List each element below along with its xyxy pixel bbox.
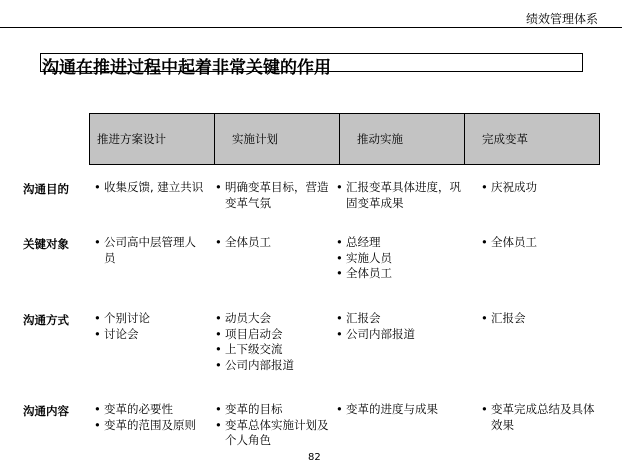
cell-method-design <box>94 311 206 342</box>
cell-content-design <box>94 402 202 433</box>
header-title: 绩效管理体系 <box>525 12 598 26</box>
column-header-implement <box>339 113 465 165</box>
cell-audience-complete <box>481 235 601 251</box>
list-item: • 收集反馈, 建立共识 <box>94 180 206 196</box>
slide-title: 沟通在推进过程中起着非常关键的作用 <box>42 58 331 78</box>
cell-method-complete <box>481 311 601 327</box>
cell-method-plan <box>215 311 333 373</box>
list-item: • 变革的进度与成果 <box>336 402 466 418</box>
cell-purpose-implement <box>336 180 466 211</box>
list-item: • 公司内部报道 <box>336 327 466 343</box>
row-label-content: 沟通内容 <box>23 404 69 418</box>
list-item: • 变革的范围及原则 <box>94 418 202 434</box>
list-item: • 讨论会 <box>94 327 206 343</box>
cell-method-implement <box>336 311 466 342</box>
list-item: • 全体员工 <box>215 235 333 251</box>
list-item: • 汇报变革具体进度，巩固变革成果 <box>336 180 466 211</box>
row-label-method: 沟通方式 <box>23 313 69 327</box>
column-header-plan <box>214 113 340 165</box>
cell-purpose-design <box>94 180 206 196</box>
list-item: • 汇报会 <box>336 311 466 327</box>
column-header-complete <box>464 113 600 165</box>
cell-audience-design <box>94 235 200 266</box>
cell-content-implement <box>336 402 466 418</box>
slide-title-box <box>40 53 583 78</box>
cell-purpose-complete <box>481 180 601 196</box>
cell-purpose-plan <box>215 180 333 211</box>
row-label-purpose: 沟通目的 <box>23 182 69 196</box>
list-item: • 变革的必要性 <box>94 402 202 418</box>
list-item: • 上下级交流 <box>215 342 333 358</box>
header-divider <box>0 27 622 28</box>
list-item: • 明确变革目标，营造变革气氛 <box>215 180 333 211</box>
column-header-label: 推动实施 <box>357 132 403 146</box>
cell-audience-plan <box>215 235 333 251</box>
list-item: • 动员大会 <box>215 311 333 327</box>
list-item: • 全体员工 <box>336 266 466 282</box>
cell-content-plan <box>215 402 333 449</box>
cell-audience-implement <box>336 235 466 282</box>
list-item: • 实施人员 <box>336 251 466 267</box>
list-item: • 总经理 <box>336 235 466 251</box>
column-header-label: 完成变革 <box>482 132 528 146</box>
list-item: • 汇报会 <box>481 311 601 327</box>
list-item: • 公司内部报道 <box>215 358 333 374</box>
list-item: • 变革完成总结及具体效果 <box>481 402 601 433</box>
list-item: • 变革的目标 <box>215 402 333 418</box>
list-item: • 公司高中层管理人员 <box>94 235 200 266</box>
column-header-label: 推进方案设计 <box>97 132 166 146</box>
list-item: • 庆祝成功 <box>481 180 601 196</box>
page-number: 82 <box>308 452 321 463</box>
list-item: • 个别讨论 <box>94 311 206 327</box>
cell-content-complete <box>481 402 601 433</box>
column-header-design <box>89 113 215 165</box>
list-item: • 全体员工 <box>481 235 601 251</box>
row-label-audience: 关键对象 <box>23 237 69 251</box>
list-item: • 项目启动会 <box>215 327 333 343</box>
list-item: • 变革总体实施计划及个人角色 <box>215 418 333 449</box>
column-header-label: 实施计划 <box>232 132 278 146</box>
